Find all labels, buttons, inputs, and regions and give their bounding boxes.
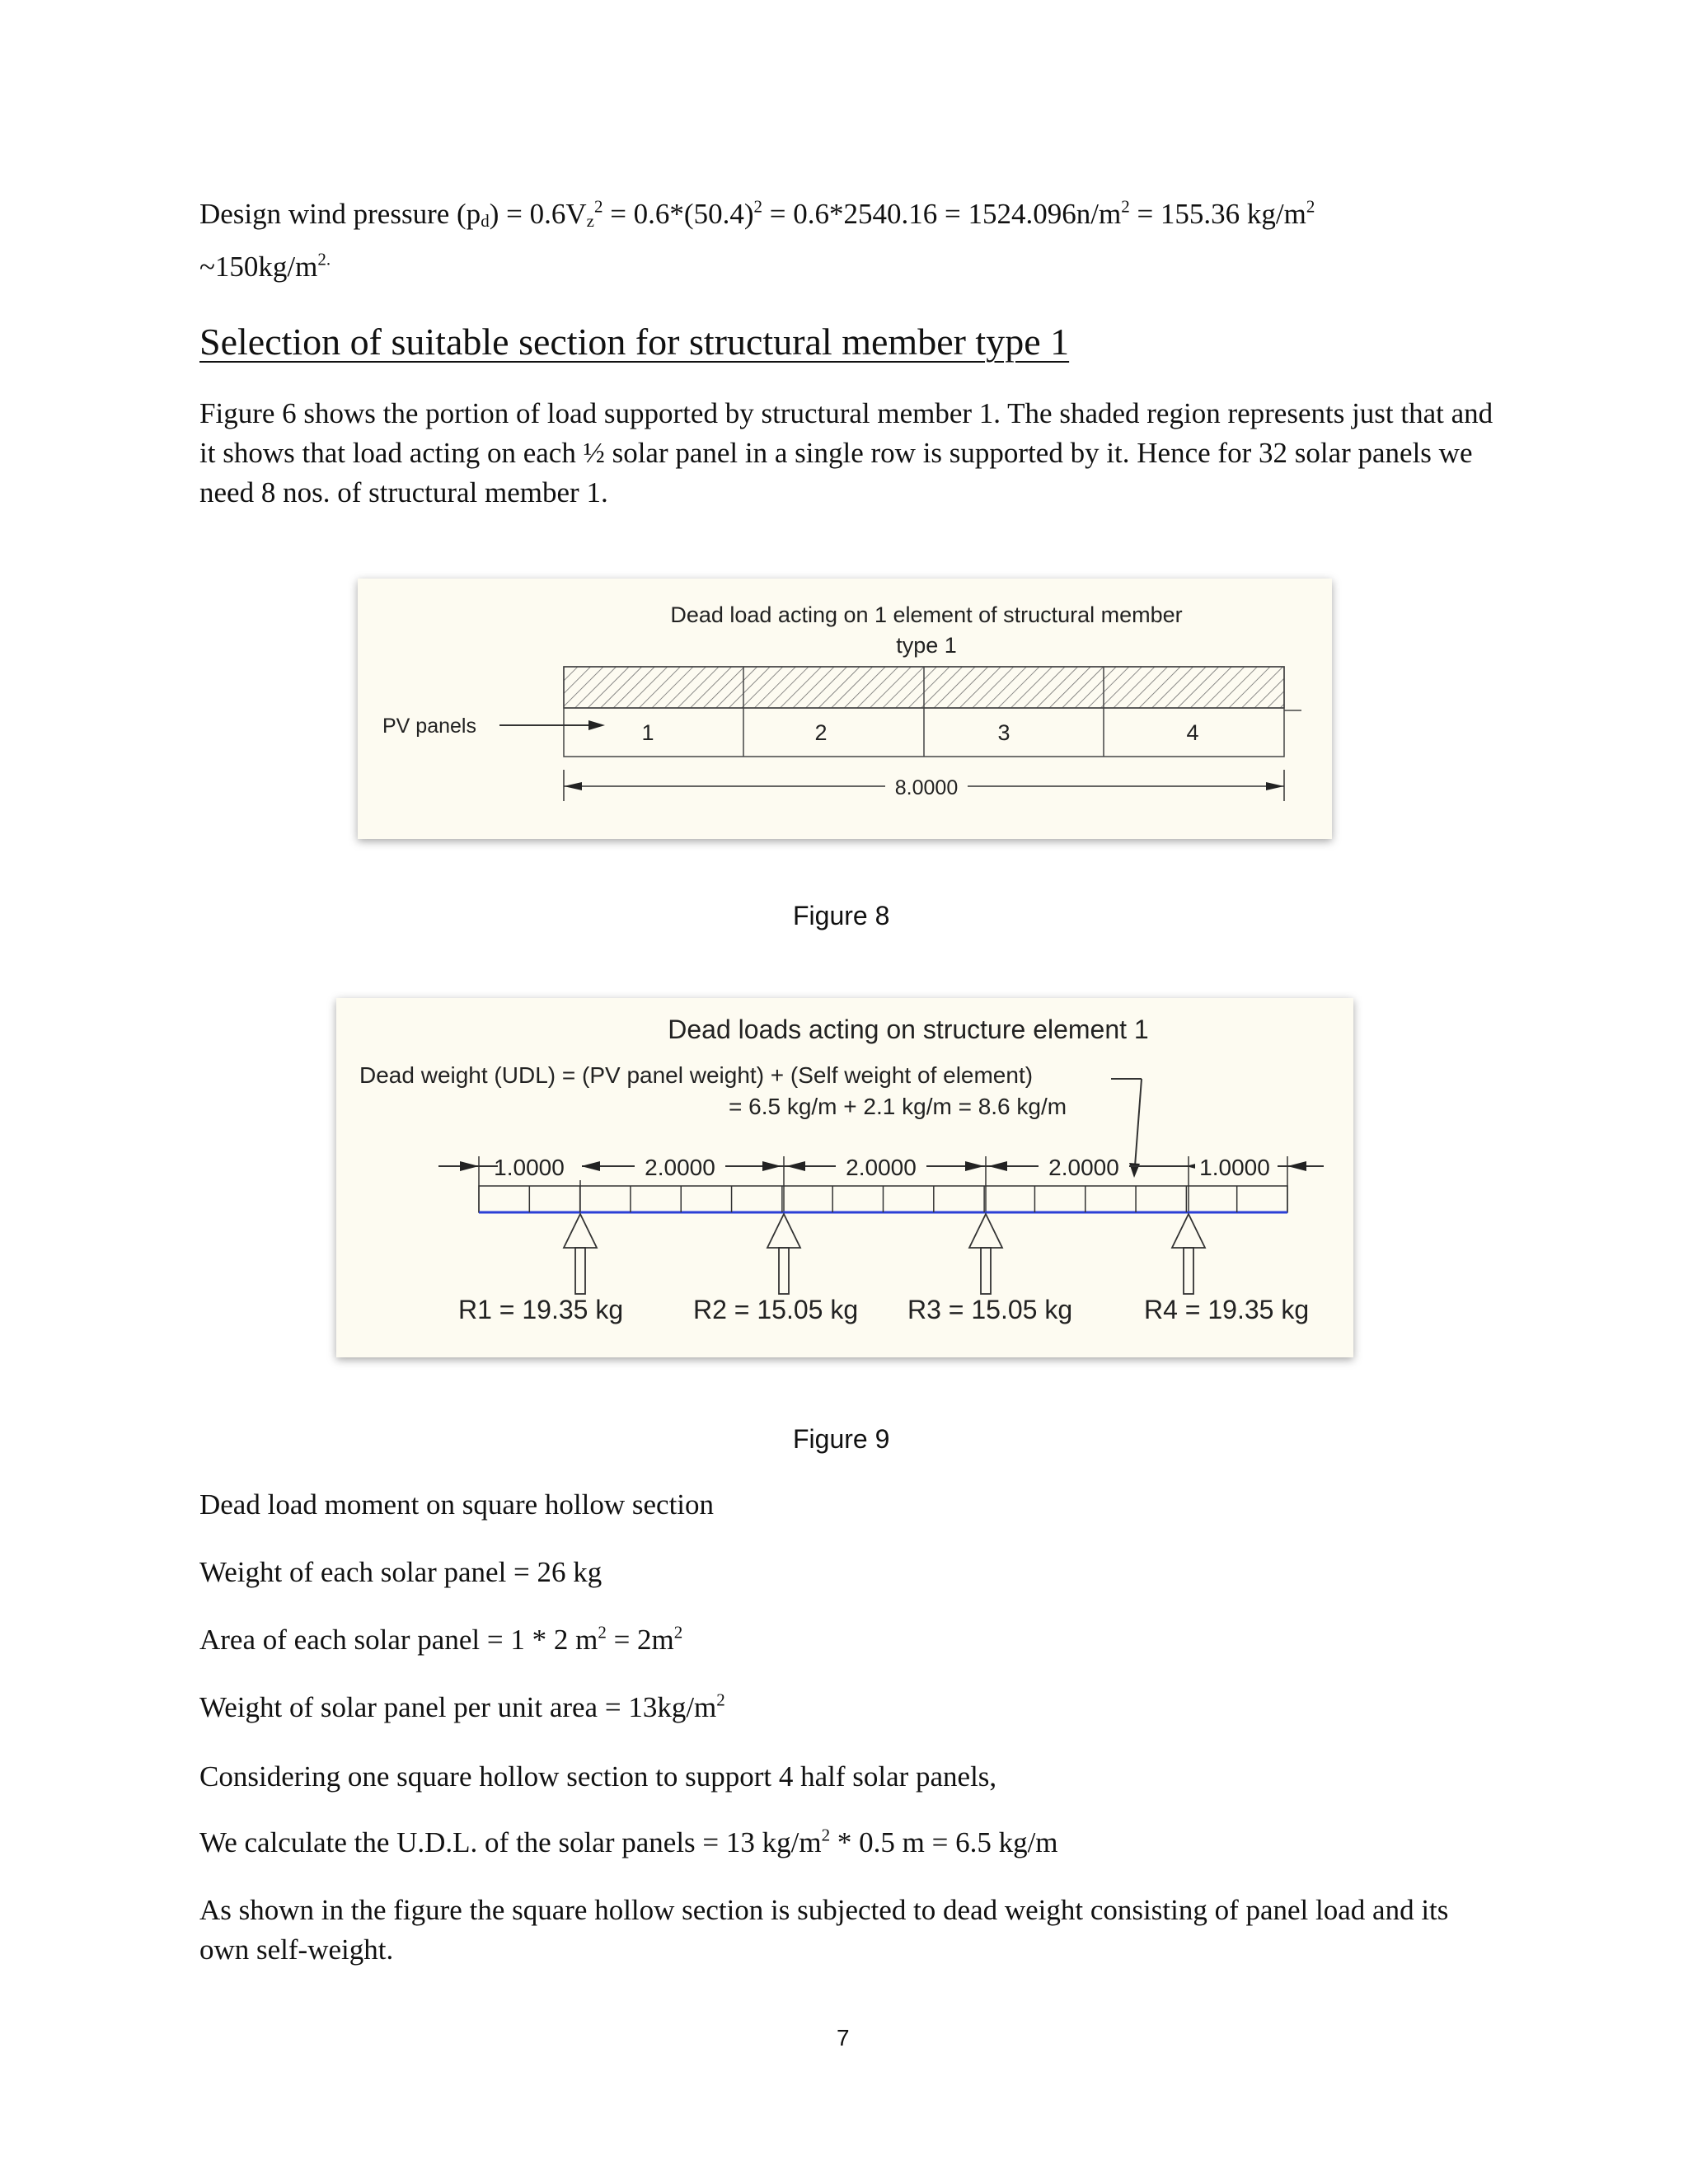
wind-pressure-line xyxy=(199,194,1315,234)
per-area-sup: 2 xyxy=(716,1690,725,1710)
page-number: 7 xyxy=(837,2025,850,2050)
fig9-beam xyxy=(479,1186,1287,1212)
fig8-dimension: 8.0000 xyxy=(894,776,959,799)
closing-paragraph: As shown in the figure the square hollow section is subjected to dead weight consisting of panel load and its own self-weight. xyxy=(199,1894,1449,1966)
fig8-title-line1: Dead load acting on 1 element of structural member xyxy=(670,602,1183,627)
considering-line: Considering one square hollow section to support 4 half solar panels, xyxy=(199,1760,997,1793)
fig9-reaction-r2: R2 = 15.05 kg xyxy=(693,1295,859,1324)
fig8-panel-3: 3 xyxy=(997,720,1010,745)
wind-sup-c: 2 xyxy=(1121,196,1130,217)
fig8-panel-2: 2 xyxy=(814,720,828,745)
wind-text-2: ) = 0.6V xyxy=(489,198,587,230)
wind-approx-sup: 2. xyxy=(317,249,331,269)
per-area-line xyxy=(199,1688,725,1727)
area-text-1: Area of each solar panel = 1 * 2 m xyxy=(199,1624,598,1656)
fig8-title-line2: type 1 xyxy=(896,633,957,658)
wind-text-5: = 155.36 kg/m xyxy=(1129,198,1306,230)
fig9-udl-line1: Dead weight (UDL) = (PV panel weight) + (Self weight of element) xyxy=(359,1062,1034,1088)
figure-9-drawing xyxy=(336,998,1353,1357)
wind-text-3: = 0.6*(50.4) xyxy=(603,198,754,230)
udl-text-2: * 0.5 m = 6.5 kg/m xyxy=(830,1826,1058,1858)
wind-sup-d: 2 xyxy=(1306,196,1315,217)
figure-8 xyxy=(358,579,1332,839)
fig9-reaction-r1: R1 = 19.35 kg xyxy=(458,1295,624,1324)
panel-area-line xyxy=(199,1620,682,1660)
udl-sup: 2 xyxy=(821,1825,831,1845)
fig9-span-1: 1.0000 xyxy=(494,1155,565,1180)
udl-text-1: We calculate the U.D.L. of the solar panels = 13 kg/m xyxy=(199,1826,822,1858)
support-arrow xyxy=(767,1214,800,1294)
support-arrow xyxy=(969,1214,1002,1294)
area-sup-2: 2 xyxy=(673,1622,683,1643)
panel-weight-line: Weight of each solar panel = 26 kg xyxy=(199,1556,603,1588)
fig8-pv-arrow xyxy=(499,720,605,730)
fig9-title: Dead loads acting on structure element 1 xyxy=(668,1015,1149,1044)
area-text-2: = 2m xyxy=(606,1624,674,1656)
fig9-udl-line2: = 6.5 kg/m + 2.1 kg/m = 8.6 kg/m xyxy=(729,1094,1067,1119)
fig8-pv-label: PV panels xyxy=(382,715,476,738)
fig9-span-4: 2.0000 xyxy=(1048,1155,1119,1180)
fig9-reaction-r4: R4 = 19.35 kg xyxy=(1144,1295,1310,1324)
wind-sub-z: z xyxy=(586,211,594,232)
wind-approx-line xyxy=(199,247,331,287)
udl-line xyxy=(199,1823,1058,1863)
fig8-panel-4: 4 xyxy=(1186,720,1199,745)
figure-9 xyxy=(336,998,1353,1357)
wind-text-1: Design wind pressure (p xyxy=(199,198,481,230)
fig9-span-5: 1.0000 xyxy=(1199,1155,1270,1180)
section-heading: Selection of suitable section for structural member type 1 xyxy=(199,321,1070,363)
fig9-reaction-r3: R3 = 15.05 kg xyxy=(907,1295,1073,1324)
fig9-span-3: 2.0000 xyxy=(846,1155,917,1180)
wind-sup-b: 2 xyxy=(753,196,762,217)
wind-sup-a: 2 xyxy=(593,196,603,217)
figure-9-caption: Figure 9 xyxy=(793,1424,890,1454)
support-arrow xyxy=(1172,1214,1205,1294)
wind-text-4: = 0.6*2540.16 = 1524.096n/m xyxy=(762,198,1122,230)
area-sup-1: 2 xyxy=(598,1622,607,1643)
wind-approx-text: ~150kg/m xyxy=(199,251,318,283)
per-area-text: Weight of solar panel per unit area = 13kg/m xyxy=(199,1691,717,1723)
wind-sub-d: d xyxy=(481,211,490,232)
figure-8-drawing xyxy=(358,579,1332,839)
fig9-supports xyxy=(564,1214,1205,1294)
moment-line: Dead load moment on square hollow section xyxy=(199,1488,715,1521)
support-arrow xyxy=(564,1214,597,1294)
figure-8-caption: Figure 8 xyxy=(793,901,890,930)
intro-paragraph: Figure 6 shows the portion of load supported by structural member 1. The shaded region represents just that and it shows that load acting on each ½ solar panel in a single row is supported by it. Hence for 32 solar panels we need 8 nos. of structural member 1. xyxy=(199,397,1493,509)
fig9-span-2: 2.0000 xyxy=(645,1155,715,1180)
fig8-panel-1: 1 xyxy=(641,720,654,745)
